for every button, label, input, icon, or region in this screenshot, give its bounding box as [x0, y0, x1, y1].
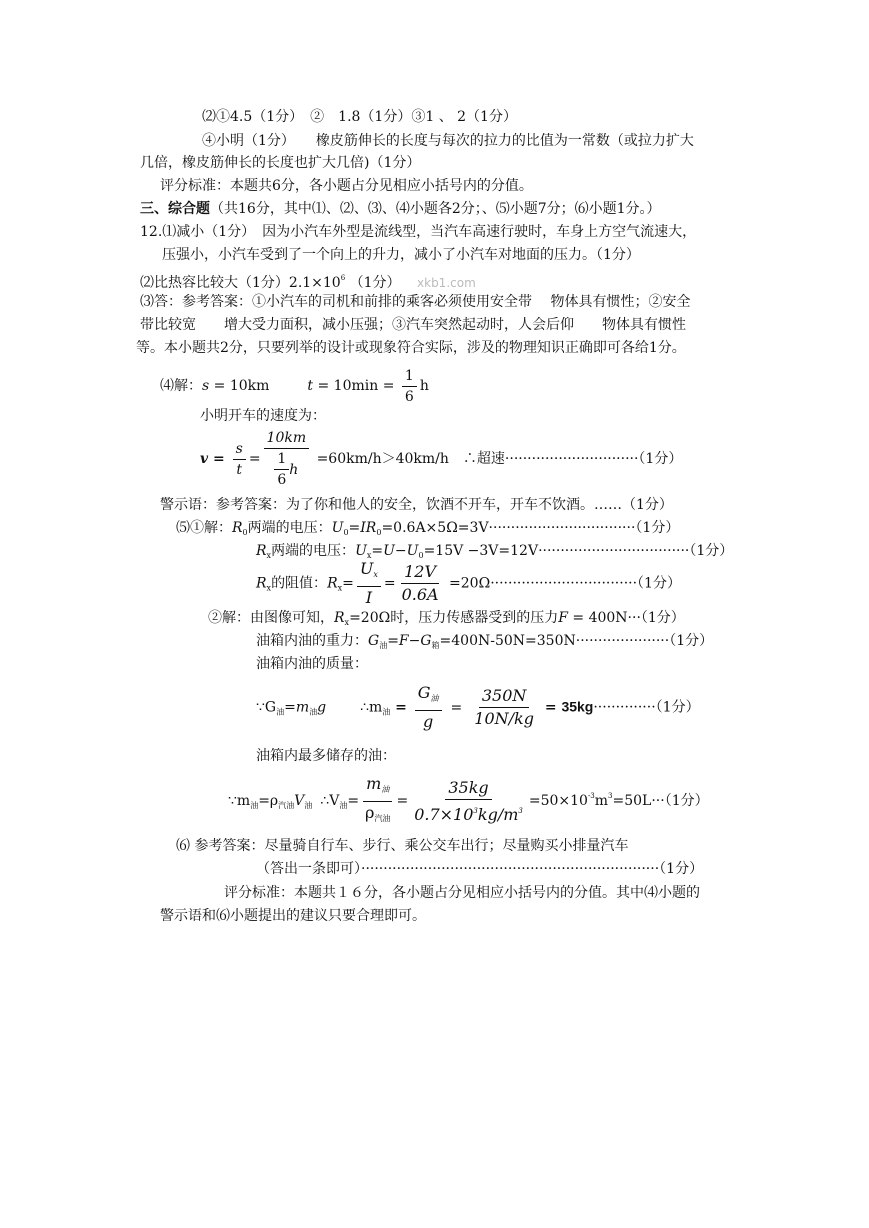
- q11-4-answer-cont: 几倍，橡皮筋伸长的长度也扩大几倍)（1分）: [140, 155, 421, 171]
- q12-5-2-max-oil-label: 油箱内最多储存的油：: [256, 748, 396, 764]
- q12-4-given: ⑷解：s = 10km t = 10min = $\frac{1}{6}$ h: [160, 367, 429, 405]
- q12-5-2-force: ②解：由图像可知，$R_x=20\Omega$时，压力传感器受到的压力F = 400N···（1分）: [208, 610, 685, 627]
- q12-1-answer: 12.⑴减小（1分） 因为小汽车外型是流线型，当汽车高速行驶时，车身上方空气流速大，: [140, 224, 697, 240]
- fraction-one-sixth: $\frac{1}{6}$: [402, 366, 417, 407]
- q12-3-answer-cont2: 等。本小题共2分，只要列举的设计或现象符合实际，涉及的物理知识正确即可各给1分。: [136, 340, 686, 356]
- q12-1-answer-cont: 压强小，小汽车受到了一个向上的升力，减小了小汽车对地面的压力。（1分）: [162, 247, 640, 263]
- warning-slogan: 警示语：参考答案：为了你和他人的安全，饮酒不开车，开车不饮酒。……（1分）: [160, 497, 673, 513]
- q11-4-answer: ④小明（1分） 橡皮筋伸长的长度与每次的拉力的比值为一常数（或拉力扩大: [202, 133, 694, 149]
- q12-3-answer: ⑶答：参考答案：①小汽车的司机和前排的乘客必须使用安全带 物体具有惯性；②安全: [140, 294, 691, 310]
- q12-5-1-rx-resistance: $R_x$的阻值：$R_x=$ $\frac{U_x}{I}$ = $\frac{12V}{0.6A}$ =20Ω·································（1分）: [256, 559, 681, 607]
- section-3-note: （共16分，其中⑴、⑵、⑶、⑷小题各2分；、⑸小题7分；⑹小题1分。）: [210, 201, 661, 217]
- q12-5-1-r0-voltage: ⑸①解：$R_0$两端的电压：$U_0=IR_0=0.6A\times 5\Omega=3V\cdot\cdot\cdot\cdot\cdot\cdot\cdot\cdot\cdot\cdot\cdot\cdot\cdot\cdot\cdot\cdot\cdot\cdot\cdot\cdot\cdot\cdot\cdot\cdot\cdot\cdot\cdot\cdot\cdot\cdot\cdot\cdot\cdot(1$分）: [176, 520, 680, 537]
- q12-4-speed-equation: v = $\frac{s}{t}$ = 10km $\frac{1}{6}$ h =60km/h＞40km/h ∴超速······························（1分）: [200, 430, 683, 488]
- fraction-12v-over-06a: $\frac{12V}{0.6A}$: [401, 562, 439, 604]
- q12-5-2-volume-equation: $\because m_油=\rho_{汽油}V_油$ $\therefore V_油=$ $\frac{m_油}{\rho_{汽油}}$ = $\frac{35kg}{0.7\times 10^3kg/m^3}$ $=50\times 10^{-3}m^3=50L\cdot\cdot\cdot(1$分）: [228, 772, 709, 830]
- q12-4-speed-label: 小明开车的速度为：: [200, 408, 326, 424]
- q12-5-2-mass-label: 油箱内油的质量：: [256, 656, 368, 672]
- q12-2-answer: ⑵比热容比较大（1分）$2.1\times 10^6$ （1分） xkb1.com: [140, 274, 476, 291]
- fraction-10km-over-sixth-h: 10km $\frac{1}{6}$ h: [264, 428, 310, 490]
- fraction-m-oil-over-rho: $\frac{m_油}{\rho_{汽油}}$: [365, 773, 391, 823]
- scoring-standard-2-cont: 警示语和⑹小题提出的建议只要合理即可。: [160, 908, 426, 924]
- q12-6-answer: ⑹ 参考答案：尽量骑自行车、步行、乘公交车出行；尽量购买小排量汽车: [176, 838, 629, 854]
- watermark: xkb1.com: [417, 276, 476, 290]
- fraction-s-over-t: $\frac{s}{t}$: [233, 439, 246, 480]
- section-3-heading: [140, 199, 661, 219]
- q12-3-answer-cont: 带比较宽 增大受力面积，减小压强；③汽车突然起动时，人会后仰 物体具有惯性: [140, 317, 686, 333]
- q12-5-2-oil-weight: 油箱内油的重力：$G_油=F-G_箱=400N-50N=350N\cdot\cdot\cdot\cdot\cdot\cdot\cdot\cdot\cdot\cdot\cdot\cdot\cdot\cdot\cdot\cdot\cdot\cdot\cdot\cdot\cdot(1$分）: [256, 633, 714, 650]
- fraction-ux-over-i: $\frac{U_x}{I}$: [357, 558, 381, 609]
- scoring-standard-1: 评分标准：本题共6分，各小题占分见相应小括号内的分值。: [160, 178, 533, 194]
- q12-5-2-mass-equation: $\because G_油=m_油g$ $\therefore m_油$ = $\frac{G_油}{g}$ = $\frac{350N}{10N/kg}$ = 35kg··············（1分）: [256, 683, 700, 731]
- fraction-35kg-over-density: $\frac{35kg}{0.7\times 10^3kg/m^3}$: [414, 777, 523, 824]
- q12-5-1-rx-voltage: $R_x$两端的电压：$U_x=U-U_0=15V -3V=12V\cdot\cdot\cdot\cdot\cdot\cdot\cdot\cdot\cdot\cdot\cdot\cdot\cdot\cdot\cdot\cdot\cdot\cdot\cdot\cdot\cdot\cdot\cdot\cdot\cdot\cdot\cdot\cdot\cdot\cdot\cdot\cdot\cdot\cdot(1$分）: [256, 543, 734, 560]
- scoring-standard-2: 评分标准：本题共１６分，各小题占分见相应小括号内的分值。其中⑷小题的: [224, 885, 700, 901]
- fraction-350n-over-10n-kg: $\frac{350N}{10N/kg}$: [474, 686, 534, 728]
- section-3-title: 三、综合题: [140, 201, 210, 217]
- q11-2-answers: ⑵①4.5（1分） ② 1.8（1分）③1 、 2（1分）: [202, 109, 517, 125]
- q12-6-answer-cont: （答出一条即可）···································································（1分）: [256, 861, 704, 877]
- fraction-g-oil-over-g: $\frac{G_油}{g}$: [415, 682, 442, 733]
